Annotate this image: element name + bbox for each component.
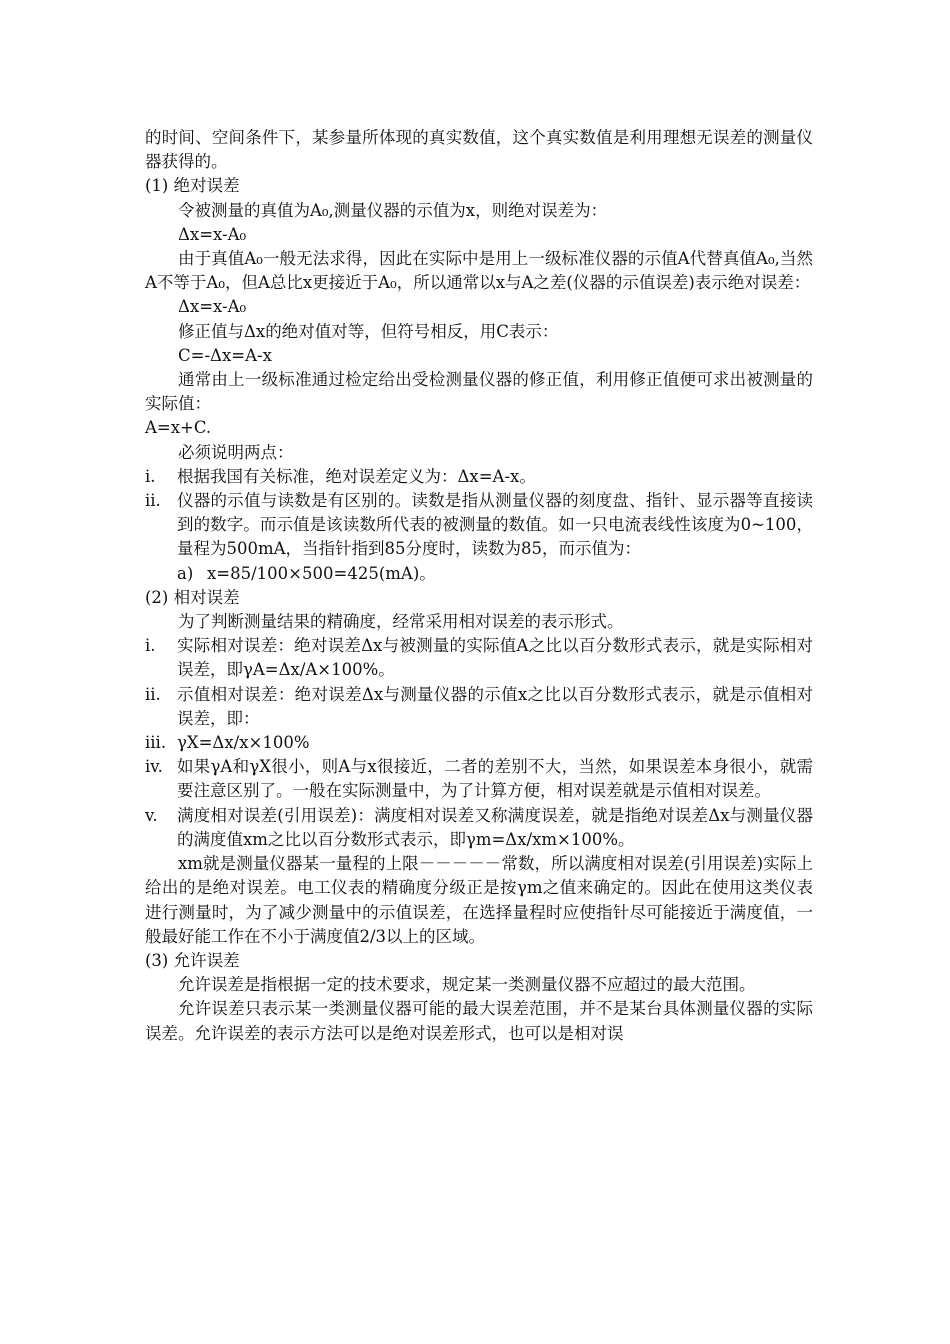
list-text: 满度相对误差(引用误差)：满度相对误差又称满度误差，就是指绝对误差Δx与测量仪器的满度值xm之比以百分数形式表示，即γm=Δx/xm×100%。 bbox=[177, 805, 813, 849]
list-label: iv. bbox=[145, 757, 163, 777]
list-label: iii. bbox=[145, 733, 167, 753]
formula-absolute-error-2: Δx=x-A₀ bbox=[178, 297, 247, 317]
paragraph-relative-intro: 为了判断测量结果的精确度，经常采用相对误差的表示形式。 bbox=[178, 612, 624, 632]
paragraph-true-value: 由于真值A₀一般无法求得，因此在实际中是用上一级标准仪器的示值A代替真值A₀,当然A不等于A₀，但A总比x更接近于A₀，所以通常以x与A之差(仪器的示值误差)表示绝对误差： bbox=[145, 249, 813, 293]
paragraph-correction: 修正值与Δx的绝对值对等，但符号相反，用C表示： bbox=[178, 321, 559, 341]
list-text: 实际相对误差：绝对误差Δx与被测量的实际值A之比以百分数形式表示，就是实际相对误差，即γA=Δx/A×100%。 bbox=[177, 636, 813, 680]
paragraph-allowed-range: 允许误差只表示某一类测量仪器可能的最大误差范围，并不是某台具体测量仪器的实际误差。允许误差的表示方法可以是绝对误差形式，也可以是相对误 bbox=[145, 999, 813, 1043]
list-label: ii. bbox=[145, 684, 161, 704]
list-item bbox=[145, 731, 813, 755]
list-text: x=85/100×500=425(mA)。 bbox=[207, 563, 436, 583]
list-label: i. bbox=[145, 636, 156, 656]
list-item bbox=[145, 804, 813, 852]
paragraph-correction-usage: 通常由上一级标准通过检定给出受检测量仪器的修正值，利用修正值便可求出被测量的实际值： bbox=[145, 370, 813, 414]
list-item bbox=[145, 755, 813, 803]
paragraph-intro: 的时间、空间条件下，某参量所体现的真实数值，这个真实数值是利用理想无误差的测量仪器获得的。 bbox=[145, 128, 813, 172]
heading-absolute-error: (1) 绝对误差 bbox=[145, 176, 240, 196]
paragraph-full-scale: xm就是测量仪器某一量程的上限－－－－－常数，所以满度相对误差(引用误差)实际上给出的是绝对误差。电工仪表的精确度分级正是按γm之值来确定的。因此在使用这类仪表进行测量时，为了减少测量中的示值误差，在选择量程时应使指针尽可能接近于满度值，一般最好能工作在不小于满度值2/3以上的区域。 bbox=[145, 854, 813, 946]
list-text: 仪器的示值与读数是有区别的。读数是指从测量仪器的刻度盘、指针、显示器等直接读到的数字。而示值是该读数所代表的被测量的数值。如一只电流表线性该度为0~100，量程为500mA，当指针指到85分度时，读数为85，而示值为： bbox=[177, 491, 813, 559]
list-label: i. bbox=[145, 466, 156, 486]
list-item bbox=[145, 683, 813, 731]
list-label: a) bbox=[177, 563, 194, 583]
list-text: 如果γA和γX很小，则A与x很接近，二者的差别不大，当然，如果误差本身很小，就需要注意区别了。一般在实际测量中，为了计算方便，相对误差就是示值相对误差。 bbox=[177, 757, 813, 801]
heading-allowed-error: (3) 允许误差 bbox=[145, 950, 240, 970]
document-page bbox=[145, 126, 813, 1046]
list-item bbox=[145, 634, 813, 682]
paragraph-allowed-definition: 允许误差是指根据一定的技术要求，规定某一类测量仪器不应超过的最大范围。 bbox=[178, 975, 756, 995]
list-label: v. bbox=[145, 805, 158, 825]
list-label: ii. bbox=[145, 491, 161, 511]
formula-absolute-error-1: Δx=x-A₀ bbox=[178, 224, 247, 244]
list-item bbox=[145, 489, 813, 562]
list-text: 根据我国有关标准，绝对误差定义为：Δx=A-x。 bbox=[177, 466, 536, 486]
heading-relative-error: (2) 相对误差 bbox=[145, 587, 240, 607]
list-text: 示值相对误差：绝对误差Δx与测量仪器的示值x之比以百分数形式表示，就是示值相对误差，即： bbox=[177, 684, 813, 728]
formula-actual-value: A=x+C. bbox=[145, 418, 212, 438]
list-text: γX=Δx/x×100% bbox=[177, 733, 310, 753]
sub-list-item bbox=[145, 562, 813, 586]
formula-correction: C=-Δx=A-x bbox=[178, 345, 272, 365]
paragraph-two-points: 必须说明两点： bbox=[178, 442, 294, 462]
list-item bbox=[145, 465, 813, 489]
paragraph-definition: 令被测量的真值为A₀,测量仪器的示值为x，则绝对误差为： bbox=[178, 200, 608, 220]
